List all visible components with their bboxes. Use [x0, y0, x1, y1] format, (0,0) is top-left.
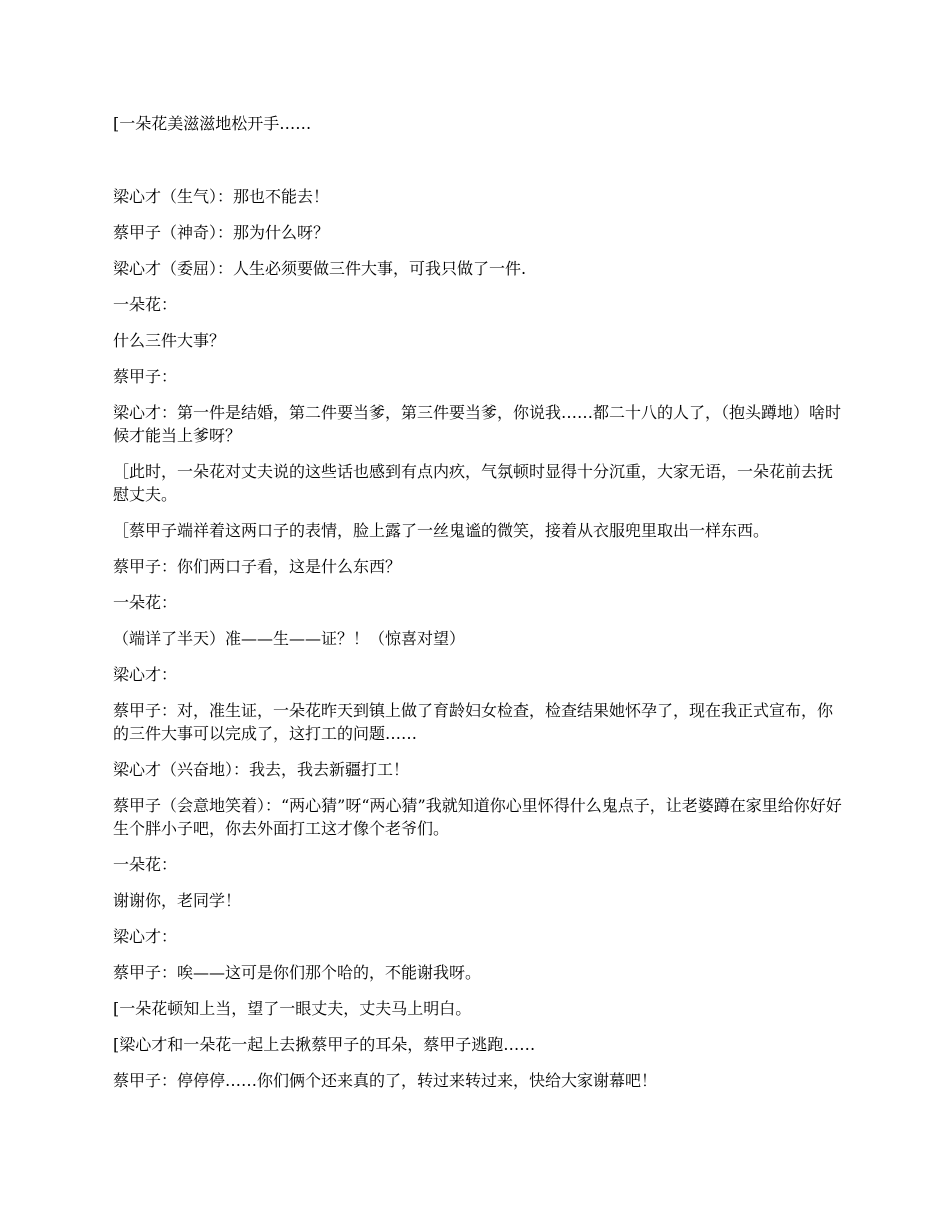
stage-direction: [梁心才和一朵花一起上去揪蔡甲子的耳朵，蔡甲子逃跑……	[113, 1035, 536, 1054]
speaker-label: 一朵花：	[113, 593, 178, 612]
stage-direction: ［蔡甲子端祥着这两口子的表情，脸上露了一丝鬼谧的微笑，接着从衣服兜里取出一样东西。	[113, 521, 770, 540]
dialogue-line: 蔡甲子（会意地笑着）：“两心猜”呀“两心猜”我就知道你心里怀得什么鬼点子，让老婆蹲在家里给你好好生个胖小子吧，你去外面打工这才像个老爷们。	[113, 796, 842, 838]
dialogue-line: 梁心才（生气）：那也不能去！	[113, 187, 330, 206]
stage-direction: ［此时，一朵花对丈夫说的这些话也感到有点内疚，气氛顿时显得十分沉重，大家无语，一朵花前去抚慰丈夫。	[113, 462, 834, 504]
dialogue-line: 什么三件大事？	[113, 331, 226, 350]
speaker-label: 梁心才：	[113, 665, 178, 684]
dialogue-line: 梁心才（委屈）：人生必须要做三件大事，可我只做了一件.	[113, 259, 527, 278]
dialogue-line: 蔡甲子：你们两口子看，这是什么东西？	[113, 557, 402, 576]
speaker-label: 一朵花：	[113, 855, 178, 874]
dialogue-line: 梁心才（兴奋地）：我去，我去新疆打工！	[113, 760, 410, 779]
dialogue-line: 蔡甲子：唉——这可是你们那个哈的，不能谢我呀。	[113, 963, 482, 982]
dialogue-line: 蔡甲子（神奇）：那为什么呀？	[113, 223, 330, 242]
stage-direction: [一朵花顿知上当，望了一眼丈夫，丈夫马上明白。	[113, 999, 472, 1018]
dialogue-line: 梁心才：第一件是结婚，第二件要当爹，第三件要当爹，你说我……都二十八的人了，（抱头蹲地）啥时候才能当上爹呀？	[113, 403, 842, 445]
dialogue-line: 谢谢你，老同学！	[113, 891, 242, 910]
dialogue-line: 蔡甲子：停停停……你们俩个还来真的了，转过来转过来，快给大家谢幕吧！	[113, 1071, 658, 1090]
dialogue-line: 蔡甲子：对，准生证，一朵花昨天到镇上做了育龄妇女检查，检查结果她怀孕了，现在我正式宣布，你的三件大事可以完成了，这打工的问题……	[113, 701, 834, 743]
dialogue-line: （端详了半天）准——生——证？！（惊喜对望）	[113, 629, 466, 648]
speaker-label: 一朵花：	[113, 295, 178, 314]
document-body	[113, 112, 843, 1105]
stage-direction: [一朵花美滋滋地松开手……	[113, 114, 312, 133]
speaker-label: 梁心才：	[113, 927, 178, 946]
speaker-label: 蔡甲子：	[113, 367, 178, 386]
